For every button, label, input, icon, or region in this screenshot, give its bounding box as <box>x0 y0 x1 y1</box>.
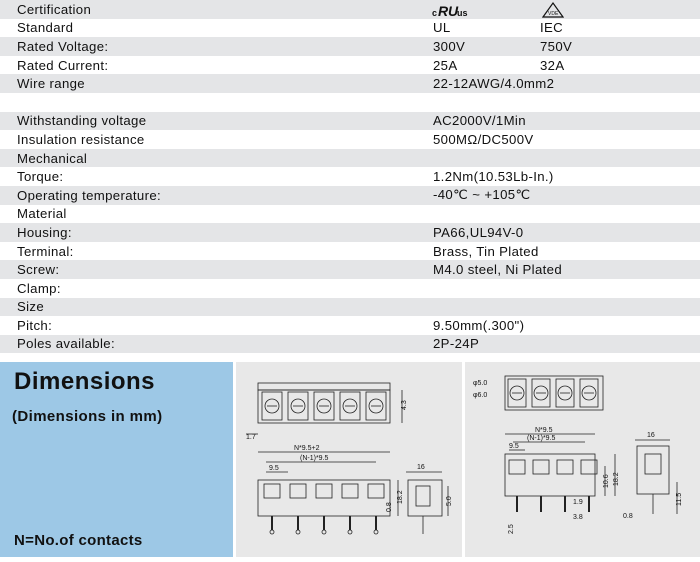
spec-value-iec: IEC <box>540 20 564 36</box>
dimensions-title: Dimensions <box>14 368 156 395</box>
spec-label: Poles available: <box>17 336 115 352</box>
dim-10-6: 10.6 <box>603 474 610 488</box>
spec-label: Terminal: <box>17 243 74 259</box>
svg-text:us: us <box>457 8 468 18</box>
spec-value: 2P-24P <box>433 336 480 352</box>
spec-row <box>0 74 700 93</box>
top-view-body <box>258 390 390 423</box>
dim-0-8-1: 0.8 <box>386 502 393 512</box>
spec-value-iec: 32A <box>540 57 565 73</box>
spec-row <box>0 93 700 112</box>
spec-value: 22-12AWG/4.0mm2 <box>433 76 555 92</box>
wire-slot <box>342 484 358 498</box>
spec-label: Pitch: <box>17 317 53 333</box>
side-view-body <box>408 480 442 516</box>
wire-slot <box>290 484 306 498</box>
wire-slot-2 <box>581 460 597 474</box>
dim-16-1: 16 <box>417 464 425 471</box>
spec-label: Housing: <box>17 224 72 240</box>
spec-row <box>0 298 700 317</box>
front-view-slots-2 <box>509 460 597 474</box>
dim-16-2: 16 <box>647 432 655 439</box>
spec-row <box>0 56 700 75</box>
dim-2-5: 2.5 <box>508 524 515 534</box>
spec-row <box>0 242 700 261</box>
dim-phi5: φ5.0 <box>473 380 488 387</box>
spec-label: Operating temperature: <box>17 187 162 203</box>
spec-value: -40℃ ~ +105℃ <box>433 187 531 203</box>
spec-row <box>0 19 700 38</box>
spec-value: 500MΩ/DC500V <box>433 131 534 147</box>
spec-row <box>0 335 700 354</box>
dim-18-2-2: 18.2 <box>613 472 620 486</box>
spec-row <box>0 112 700 131</box>
dimensions-subtitle: (Dimensions in mm) <box>12 408 163 425</box>
dim-9-5-1: 9.5 <box>269 465 279 472</box>
spec-row <box>0 279 700 298</box>
svg-text:U: U <box>448 3 459 19</box>
spec-value: 1.2Nm(10.53Lb-In.) <box>433 169 554 185</box>
svg-text:VDE: VDE <box>548 11 559 17</box>
dim-total-1: N*9.5+2 <box>294 445 320 452</box>
spec-value: AC2000V/1Min <box>433 113 526 129</box>
spec-value: 25A <box>433 57 458 73</box>
side-view-body-2 <box>637 446 669 494</box>
drawing-1 <box>236 362 462 557</box>
dim-n1-1: (N-1)*9.5 <box>300 455 329 462</box>
dimensions-section <box>0 362 700 557</box>
spec-label: Withstanding voltage <box>17 113 147 129</box>
wire-slot-2 <box>509 460 525 474</box>
spec-label: Certification <box>17 1 92 17</box>
dimensions-label-panel <box>0 362 233 557</box>
dim-3-8: 3.8 <box>573 514 583 521</box>
dim-18-2-1: 18.2 <box>397 490 404 504</box>
spec-value: M4.0 steel, Ni Plated <box>433 262 563 278</box>
spec-label: Clamp: <box>17 280 61 296</box>
dim-0-8-2: 0.8 <box>623 513 633 520</box>
spec-row <box>0 186 700 205</box>
dim-11-5: 11.5 <box>676 492 683 506</box>
dim-n1-2: (N-1)*9.5 <box>527 435 556 442</box>
svg-text:R: R <box>438 3 449 19</box>
wire-slot <box>316 484 332 498</box>
spec-label: Wire range <box>17 76 85 92</box>
spec-row <box>0 223 700 242</box>
spec-value: UL <box>433 20 451 36</box>
drawing-2 <box>465 362 700 557</box>
spec-value-iec: 750V <box>540 38 573 54</box>
ul-logo <box>432 2 468 20</box>
spec-row <box>0 0 700 19</box>
front-view-pins <box>270 516 378 534</box>
drawing-panel-2 <box>465 362 700 557</box>
spec-row <box>0 130 700 149</box>
spec-row <box>0 316 700 335</box>
spec-label: Insulation resistance <box>17 131 145 147</box>
wire-slot-2 <box>533 460 549 474</box>
top-view-screws-2 <box>508 379 598 407</box>
spec-label: Size <box>17 299 45 315</box>
dim-1-7: 1.7 <box>246 434 256 441</box>
spec-label: Rated Current: <box>17 57 109 73</box>
spec-label: Mechanical <box>17 150 88 166</box>
wire-slot <box>368 484 384 498</box>
spec-label: Material <box>17 206 67 222</box>
dim-4-3: 4.3 <box>401 400 408 410</box>
spec-row <box>0 37 700 56</box>
wire-slot-2 <box>557 460 573 474</box>
dim-total-2: N*9.5 <box>535 427 553 434</box>
spec-value: 300V <box>433 38 466 54</box>
spec-value: PA66,UL94V-0 <box>433 224 524 240</box>
dim-phi6: φ6.0 <box>473 392 488 399</box>
vde-logo <box>542 1 564 19</box>
contacts-note: N=No.of contacts <box>14 532 143 549</box>
spec-label: Rated Voltage: <box>17 38 109 54</box>
spec-row <box>0 149 700 168</box>
top-view-screws <box>262 392 386 420</box>
spec-row <box>0 205 700 224</box>
dim-9-5-2: 9.5 <box>509 443 519 450</box>
front-view-slots <box>264 484 384 498</box>
spec-row <box>0 167 700 186</box>
dim-1-9: 1.9 <box>573 499 583 506</box>
spec-label: Torque: <box>17 169 64 185</box>
drawing-panel-1 <box>236 362 462 557</box>
spec-value: Brass, Tin Plated <box>433 243 539 259</box>
spec-label: Screw: <box>17 262 60 278</box>
spec-row <box>0 260 700 279</box>
dim-5-0-1: 5.0 <box>446 496 453 506</box>
svg-text:c: c <box>432 8 438 18</box>
wire-slot <box>264 484 280 498</box>
spec-label: Standard <box>17 20 74 36</box>
spec-value: 9.50mm(.300") <box>433 317 525 333</box>
